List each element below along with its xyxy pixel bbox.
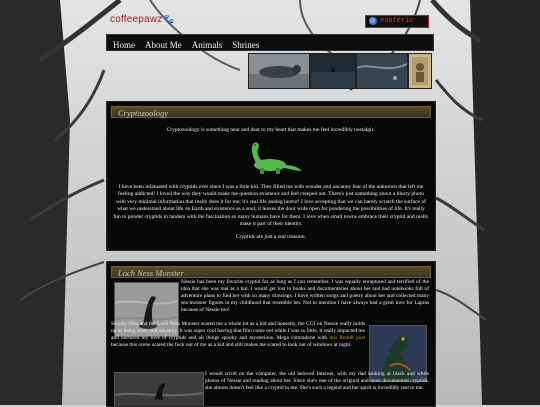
nessie-paragraph-3: I would scroll on the computer, the old beloved Internet, with my dad looking at black and white photos of Nessie and reading about her. Since she's one of the original and most documented cryptids, she almost doesn't feel like a cryptid to me. She's such a legend and her spirit is incredibly real to me. [205,371,429,392]
framed-portrait-photo[interactable] [408,53,432,89]
main-navbar [106,34,434,51]
loch-ness-panel [106,261,436,407]
nessie-paragraph-2-text-a: Scooby-Doo and the Loch Ness Monster scared me a whole lot as a kid and honestly, the CGI on Nessie really holds up as being scary and uncanny. It was super cool having that film come out while I was so little, it really impacted me and nurtured my love of cryptids and all things spooky and mysterious. Mega comraderie with [111,321,365,342]
nav-animals-link[interactable]: Animals [191,40,223,50]
nessie-paragraph-2-text-b: because this scene scared the fuck out of me as a kid and still makes me scared to look out of windows at night. [111,342,352,349]
nav-shrines-link[interactable]: Shrines [232,40,260,50]
site-header [106,10,432,32]
loch-ness-title: Loch Ness Monster [111,266,431,278]
cryptozoology-title: Cryptozoology [111,106,431,118]
seal-photo[interactable] [248,53,310,89]
webring-button[interactable] [365,15,429,28]
nav-about-link[interactable]: About Me [145,40,182,50]
logo-text: coffeepawz [110,14,163,25]
bw-nessie-photo[interactable] [114,372,204,407]
paw-icon: 🐾 [163,14,175,24]
cryptozoology-closing: Cryptids are just a real treasure. [236,234,306,240]
nav-home-link[interactable]: Home [113,40,135,50]
globe-icon [369,17,377,25]
cryptozoology-body: I have been infatuated with cryptids ever since I was a little kid. They filled me with wonder and uncanny fear of the unknown that left me feeling addicted! I loved the way they would make me question existence and feel creeped out. There's just something about a blurry photo with very minimal information that really does it for me; it's real life analog horror! I love accepting that we can barely scratch the surface of what we understand about life on Earth and existence as a soul; it leaves the door wide open for pondering the possibilities of life. It's really fun to ponder cryptids in tandem with the fascination so many humans have for them. I love when small towns embrace their cryptid and really make it part of their identity. [113,184,429,228]
cryptozoology-intro: Cryptozoology is something near and dear to my heart that makes me feel incredibly nostalgic. [166,127,376,133]
nessie-paragraph-2 [111,321,365,349]
site-logo[interactable] [110,14,175,25]
nessie-plesiosaur-icon [240,141,304,175]
reddit-post-link[interactable]: this Reddit post [329,335,365,342]
nessie-paragraph-1: Nessie has been my favorite cryptid for as long as I can remember. I was equally enraptured and terrified of the idea that she was real as a kid. I would get lost in books and documentaries about her and had notebooks full of adventure plans to find her with so many drawings. I have written songs and poetry about her and collected many sea monster figures in my childhood that resemble her. Not to mention I have always had a great love for Lapras because of Nessie too! [181,279,429,314]
webring-label: esoteric [380,17,414,25]
cryptozoology-panel [106,101,436,251]
cloudy-water-photo[interactable] [356,53,408,89]
night-lake-photo[interactable] [310,53,356,89]
